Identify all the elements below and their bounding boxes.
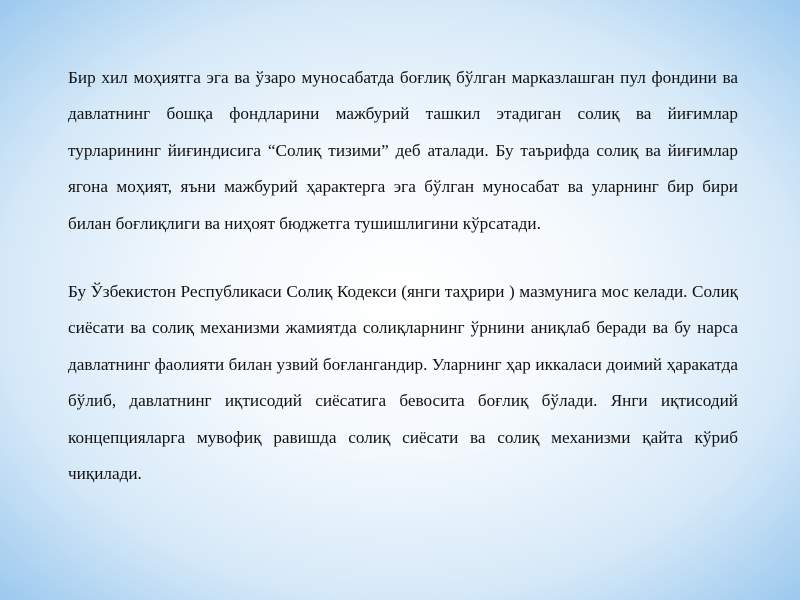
slide-text-box	[68, 60, 738, 492]
paragraph-tax-code-policy: Бу Ўзбекистон Республикаси Солиқ Кодекси (янги таҳрири ) мазмунига мос келади. Солиқ сиёсати ва солиқ механизми жамиятда солиқларнинг ўрнини аниқлаб беради ва бу нарса давлатнинг фаолияти билан узвий боғлангандир. Уларнинг ҳар иккаласи доимий ҳаракатда бўлиб, давлатнинг иқтисодий сиёсатига бевосита боғлиқ бўлади. Янги иқтисодий концепцияларга мувофиқ равишда солиқ сиёсати ва солиқ механизми қайта кўриб чиқилади.	[68, 282, 738, 484]
paragraph-tax-system-definition: Бир хил моҳиятга эга ва ўзаро муносабатда боғлиқ бўлган марказлашган пул фондини ва давлатнинг бошқа фондларини мажбурий ташкил этадиган солиқ ва йиғимлар турларининг йиғиндисига “Солиқ тизими” деб аталади. Бу таърифда солиқ ва йиғимлар ягона моҳият, яъни мажбурий ҳарактерга эга бўлган муносабат ва уларнинг бир бири билан боғлиқлиги ва ниҳоят бюджетга тушишлигини кўрсатади.	[68, 68, 738, 233]
